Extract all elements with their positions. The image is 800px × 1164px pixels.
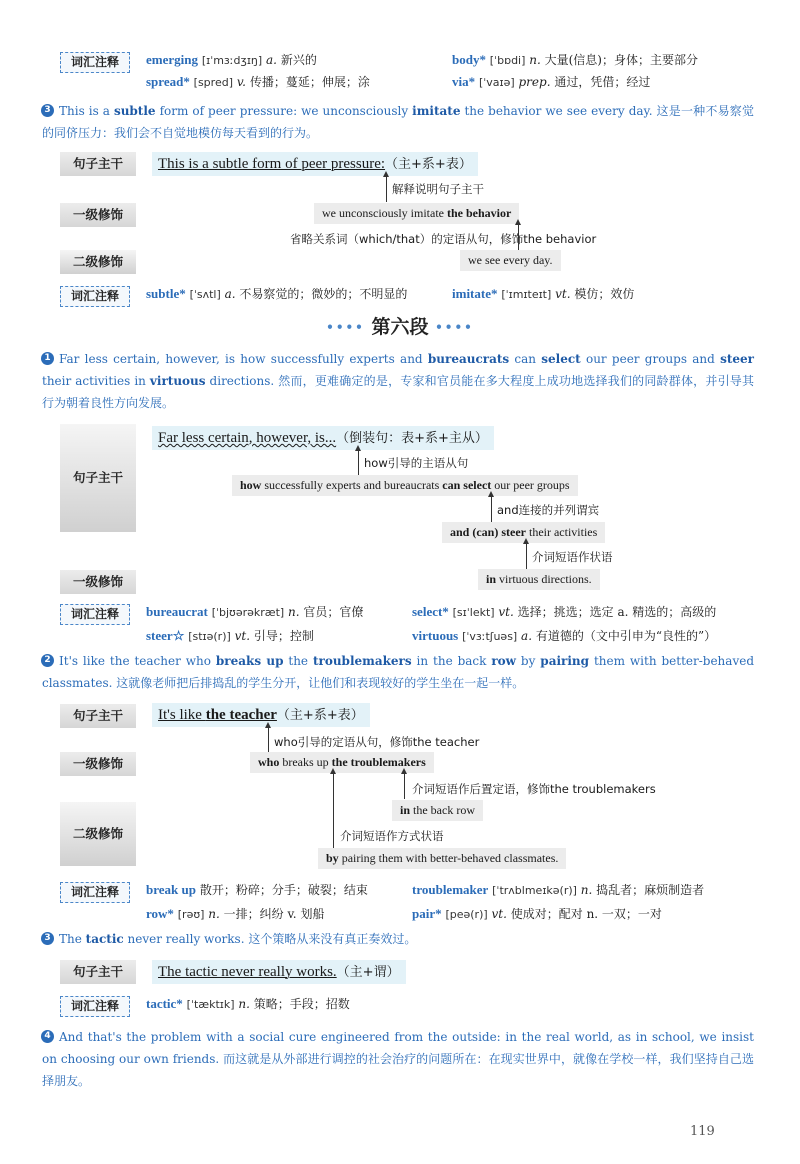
- label-trunk: 句子主干: [60, 152, 136, 176]
- annotation: who引导的定语从句，修饰the teacher: [274, 735, 480, 749]
- vocab-label: 词汇注释: [60, 996, 130, 1017]
- page-number: 119: [690, 1124, 715, 1139]
- sentence-trunk: It's like the teacher（主+系+表）: [152, 703, 370, 727]
- sentence-text: It's like the teacher who breaks up the troublemakers in the back row by pairing them with better-behaved classmates. 这就像老师把后排捣乱的学生分开，让他们和表现较好的学生坐在一起一样。: [42, 654, 755, 690]
- modifier-level2: by pairing them with better-behaved classmates.: [318, 848, 566, 869]
- sentence-trunk: The tactic never really works.（主+谓）: [152, 960, 406, 984]
- sentence-number: 2: [41, 654, 54, 667]
- vocab-entry: select* [sɪˈlekt] vt. 选择；挑选；选定 a. 精选的；高级的: [412, 604, 717, 619]
- sentence-text: The tactic never really works. 这个策略从来没有真正奏效过。: [59, 932, 417, 946]
- vocab-entry: via* [ˈvaɪə] prep. 通过，凭借；经过: [452, 74, 651, 89]
- label-mod2: 二级修饰: [60, 802, 136, 866]
- annotation: 介词短语作状语: [532, 550, 613, 564]
- modifier-level2: we see every day.: [460, 250, 561, 271]
- vocab-entry: bureaucrat [ˈbjʊərəkræt] n. 官员；官僚: [146, 604, 364, 619]
- arrow-icon: [404, 773, 405, 799]
- label-trunk: 句子主干: [60, 960, 136, 984]
- modifier-level1: how successfully experts and bureaucrats can select our peer groups: [232, 475, 578, 496]
- vocab-entry: subtle* [ˈsʌtl] a. 不易察觉的；微妙的；不明显的: [146, 286, 408, 301]
- sentence-trunk: Far less certain, however, is...（倒装句：表+系+主从）: [152, 426, 494, 450]
- sentence-number: 1: [41, 352, 54, 365]
- vocab-label: 词汇注释: [60, 604, 130, 625]
- modifier-level2: in the back row: [392, 800, 483, 821]
- arrow-icon: [491, 496, 492, 522]
- label-trunk: 句子主干: [60, 424, 136, 532]
- vocab-entry: troublemaker [ˈtrʌblmeɪkə(r)] n. 捣乱者；麻烦制造者: [412, 882, 705, 897]
- vocab-entry: body* [ˈbɒdi] n. 大量(信息)；身体；主要部分: [452, 52, 698, 67]
- label-mod1: 一级修饰: [60, 570, 136, 594]
- vocab-label: 词汇注释: [60, 52, 130, 73]
- annotation: 解释说明句子主干: [392, 182, 484, 196]
- sentence-number: 3: [41, 104, 54, 117]
- vocab-label: 词汇注释: [60, 286, 130, 307]
- annotation: 介词短语作方式状语: [340, 829, 444, 843]
- vocab-entry: break up 散开；粉碎；分手；破裂；结束: [146, 882, 368, 897]
- modifier-level1: who breaks up the troublemakers: [250, 752, 434, 773]
- vocab-entry: steer☆ [stɪə(r)] vt. 引导；控制: [146, 628, 314, 643]
- dots-decoration-icon: ••••: [435, 320, 474, 335]
- vocab-label: 词汇注释: [60, 882, 130, 903]
- arrow-icon: [386, 176, 387, 202]
- sentence-text: Far less certain, however, is how successfully experts and bureaucrats can select our peer groups and steer their activities in virtuous directions. 然而，更难确定的是，专家和官员能在多大程度上成功地选择我们的同龄群体，并引导其行为朝着良性方向发展。: [42, 352, 754, 410]
- arrow-icon: [268, 727, 269, 753]
- arrow-icon: [333, 773, 334, 848]
- arrow-icon: [358, 450, 359, 476]
- sentence-number: 3: [41, 932, 54, 945]
- vocab-entry: imitate* [ˈɪmɪteɪt] vt. 模仿；效仿: [452, 286, 635, 301]
- modifier-level1: we unconsciously imitate the behavior: [314, 203, 519, 224]
- annotation: how引导的主语从句: [364, 456, 469, 470]
- vocab-entry: spread* [spred] v. 传播；蔓延；伸展；涂: [146, 74, 370, 89]
- vocab-entry: tactic* [ˈtæktɪk] n. 策略；手段；招数: [146, 996, 350, 1011]
- sentence-text: And that's the problem with a social cure engineered from the outside: in the real world, as in school, we insist on choosing our own friends. 而这就是从外部进行调控的社会治疗的问题所在：在现实世界中，就像在学校一样，我们坚持自己选择朋友。: [42, 1030, 754, 1088]
- modifier-level1: and (can) steer their activities: [442, 522, 605, 543]
- sentence-trunk: This is a subtle form of peer pressure:（主+系+表）: [152, 152, 478, 176]
- section-heading: •••• 第六段 ••••: [326, 316, 474, 338]
- dots-decoration-icon: ••••: [326, 320, 365, 335]
- annotation: and连接的并列谓宾: [497, 503, 600, 517]
- vocab-entry: emerging [ɪˈmɜːdʒɪŋ] a. 新兴的: [146, 52, 317, 67]
- label-mod2: 二级修饰: [60, 250, 136, 274]
- label-trunk: 句子主干: [60, 704, 136, 728]
- annotation: 省略关系词（which/that）的定语从句，修饰the behavior: [290, 232, 597, 246]
- vocab-entry: row* [rəʊ] n. 一排；纠纷 v. 划船: [146, 906, 325, 921]
- sentence-text: This is a subtle form of peer pressure: we unconsciously imitate the behavior we see every day. 这是一种不易察觉的同侪压力：我们会不自觉地模仿每天看到的行为。: [42, 104, 754, 140]
- vocab-entry: virtuous [ˈvɜːtʃuəs] a. 有道德的（文中引申为“良性的”）: [412, 628, 717, 643]
- modifier-level1: in virtuous directions.: [478, 569, 600, 590]
- sentence-number: 4: [41, 1030, 54, 1043]
- label-mod1: 一级修饰: [60, 752, 136, 776]
- arrow-icon: [526, 543, 527, 569]
- label-mod1: 一级修饰: [60, 203, 136, 227]
- annotation: 介词短语作后置定语，修饰the troublemakers: [412, 782, 656, 796]
- vocab-entry: pair* [peə(r)] vt. 使成对；配对 n. 一双；一对: [412, 906, 662, 921]
